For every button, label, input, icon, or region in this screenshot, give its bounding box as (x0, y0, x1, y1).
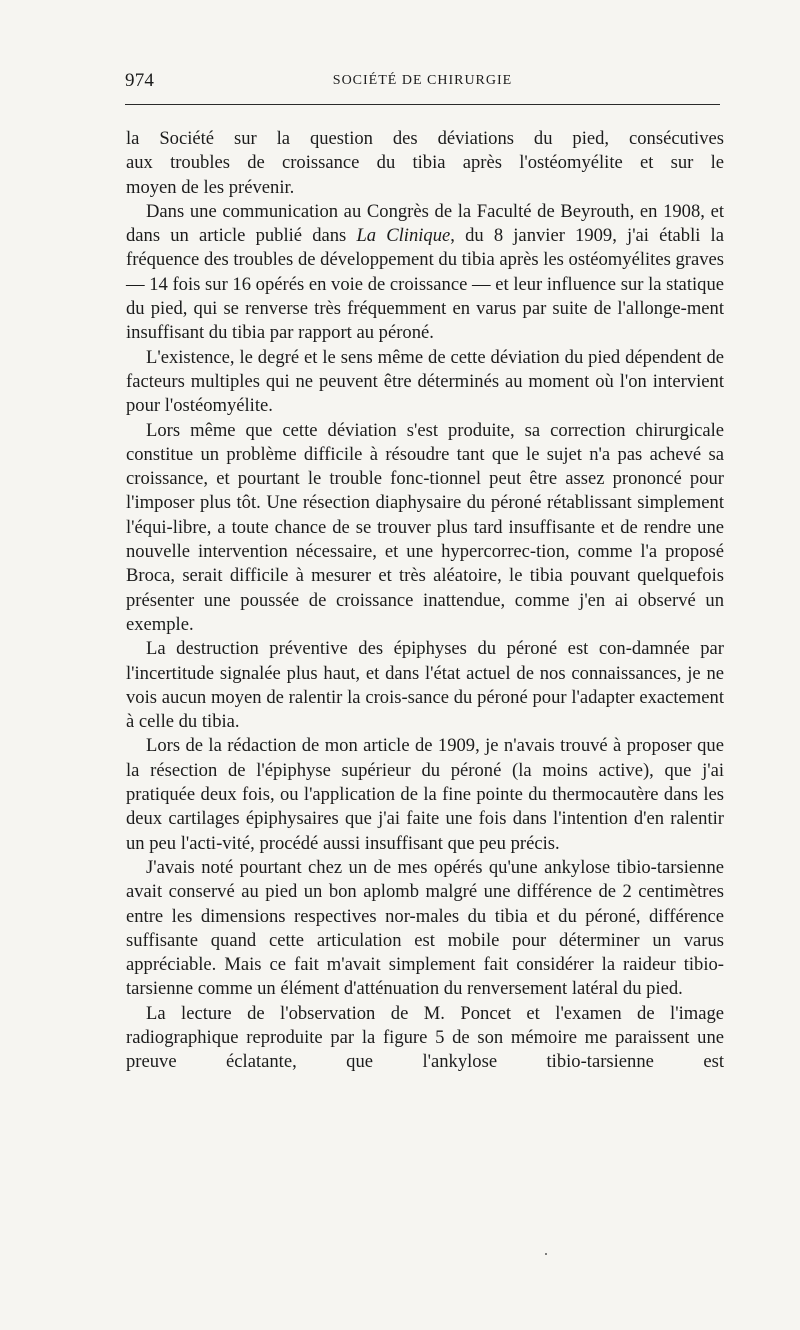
paragraph-1-line-3: moyen de les prévenir. (126, 176, 295, 198)
paragraph-1-line-2: aux troubles de croissance du tibia après l'ostéomyélite et sur le (126, 152, 724, 174)
paragraph-5: La destruction préventive des épiphyses du péroné est con-damnée par l'incertitude signalée plus haut, et dans l'état actuel de nos connaissances, je ne vois aucun moyen de ralentir la crois-sance du péroné pour l'adapter exactement à celle du tibia. (126, 638, 724, 733)
body-text (126, 127, 724, 1075)
paragraph-2-text-a: Dans une communication au Congrès de la Faculté de Beyrouth, en 1908, et dans un article publié dans (126, 200, 724, 247)
header-rule (125, 104, 720, 105)
paragraph-2 (126, 200, 724, 346)
paragraph-8: La lecture de l'observation de M. Poncet et l'examen de l'image radiographique reproduite par la figure 5 de son mémoire me paraissent une preuve éclatante, que l'ankylose tibio-tarsienne est (126, 1002, 724, 1073)
paragraph-4: Lors même que cette déviation s'est produite, sa correction chirurgicale constitue un problème difficile à résoudre tant que le sujet n'a pas achevé sa croissance, et pourtant le trouble fonc-tionnel peut être assez prononcé pour l'imposer plus tôt. Une résection diaphysaire du péroné rétablissant simplement l'équi-libre, a toute chance de se trouver plus tard insuffisante et de rendre une nouvelle intervention nécessaire, et une hypercorrec-tion, comme l'a proposé Broca, serait difficile à mesurer et très aléatoire, le tibia pouvant quelquefois présenter une poussée de croissance inattendue, comme j'en ai observé un exemple. (126, 419, 724, 635)
journal-title: La Clinique (356, 225, 451, 247)
page-number: 974 (125, 70, 155, 91)
paragraph-7: J'avais noté pourtant chez un de mes opérés qu'une ankylose tibio-tarsienne avait conservé au pied un bon aplomb malgré une différence de 2 centimètres entre les dimensions respectives nor-males du tibia et du péroné, différence suffisante quand cette articulation est mobile pour déterminer un varus appréciable. Mais ce fait m'avait simplement fait considérer la raideur tibio-tarsienne comme un élément d'atténuation du renversement latéral du pied. (126, 856, 724, 1000)
paragraph-1 (126, 127, 724, 200)
paragraph-6: Lors de la rédaction de mon article de 1909, je n'avais trouvé à proposer que la résection de l'épiphyse supérieur du péroné (la moins active), que j'ai pratiquée deux fois, ou l'application de la fine pointe du thermocautère dans les deux cartilages épiphysaires que j'ai faite une fois dans l'intention d'en ralentir un peu l'acti-vité, procédé aussi insuffisant que peu précis. (126, 735, 724, 854)
paragraph-1-line-1: la Société sur la question des déviations du pied, consécutives (126, 128, 724, 149)
print-speck (545, 1253, 547, 1255)
paragraph-2-text-b: , du 8 janvier 1909, j'ai établi la fréquence des troubles de développement du tibia après les ostéomyélites graves — 14 fois sur 16 opérés en voie de croissance — et leur influence sur la statique du pied, qui se renverse très fréquemment en varus par suite de l'allonge-ment insuffisant du tibia par rapport au péroné. (126, 225, 724, 344)
running-title: SOCIÉTÉ DE CHIRURGIE (332, 73, 513, 88)
paragraph-3: L'existence, le degré et le sens même de cette déviation du pied dépendent de facteurs multiples qui ne peuvent être déterminés au moment où l'on intervient pour l'ostéomyélite. (126, 346, 724, 417)
page-header (125, 70, 720, 98)
